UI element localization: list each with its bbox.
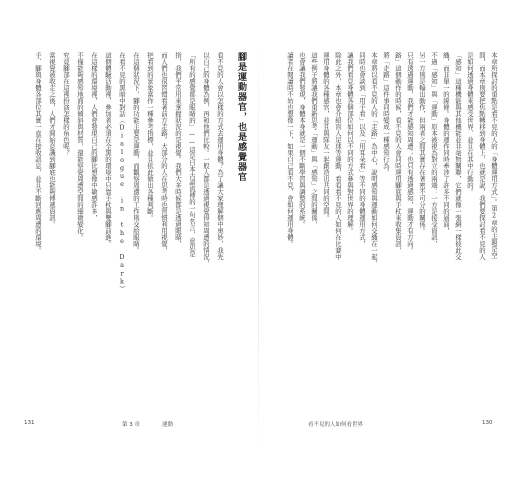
left-text-column: 究竟腳部在這裡扮演怎樣的角色呢？ [62,52,70,156]
left-text-column: 當視覺被收走之後，人們才開始意識到腳底也能夠傳遞資訊。 [48,52,56,228]
right-text-column: 本章將以看不見的人的「走路」為中心，說明感知與運動如何交織在一起， [370,52,378,267]
running-chapter: 第 3 章 [122,422,140,428]
page-number: 130 [482,420,493,426]
book-gutter [258,40,259,460]
left-text-column: 以自己的身體為例，再和他們比較。一般人都是透過視覺得知周遭的情況， [202,52,210,267]
right-text-column: 讓我們看見身體各個部位如何以不同的方式參與對世界的理解。 [346,52,354,234]
left-text-column: 把看到的景象當作一種參考指標，並且依此做出各種判斷。 [146,52,154,221]
right-page [268,52,498,452]
right-text-column: 本章所探討的重點是看不見的人的「身體運用方式」。第2章的主題是空 [490,52,498,259]
left-text-column: 在這樣的環境裡，人們會發現自己的腳比想像中敏感許多， [90,52,98,221]
left-text-column: 手、腳與身體各部位其實一直在接收訊息，並且不斷回應周遭的環境。 [34,52,42,254]
left-text-column: 而人們也很習慣看著前方走路。大部分的人在思考時也習慣利用視覺， [160,52,168,254]
right-text-column: 除此之外，本章也會介紹盲人足球等運動，看看看不見的人如何在比賽中 [334,52,342,260]
right-text-column: 織，而非單一的線條。身體的運作同時牽涉了許多不同的層面， [442,52,450,234]
right-text-column: 不過「感知」與「運動」原本被視為對立的兩端：一方是接受資訊， [430,52,438,247]
right-text-column: 讀者在閱讀時不妨也想像一下，如果自己看不見，會如何運用身體。 [286,52,294,247]
right-text-column: 將「走路」這件事同時變成一種感知行為。 [382,52,390,176]
left-page [22,52,252,452]
left-text-column: 指，我們平常用來掌握狀況的是視覺。我們大多時候都是透過眼睛， [174,52,182,247]
right-text-column: 是如何透過身體來感受世界、並且在其中行動的。 [466,52,474,195]
right-text-column: 間，而本章則要把焦點轉移到身體上，也就是說，我們要探討看不見的人 [478,52,486,260]
right-text-column: 只有透過運動，我們才能感知周遭；也只有透過感知，運動才有方向。 [406,52,414,254]
left-text-column: 在這個狀況下，腳的功能主要是運動，而觀察周遭的工作則交給眼睛。 [132,52,140,254]
right-text-column: 運用身體的各種感官，並且與隊友一起創造出共同的空間。 [322,52,330,221]
left-text-column: 這個體驗活動裡，參加者必須在全黑的環境中只靠手杖與雙腳前進。 [104,52,112,247]
running-title: 看不見的人如何看世界 [308,422,364,428]
right-text-column: 另一方則是輸出動作，但兩者之間其實存在著密不可分的關係。 [418,52,426,234]
left-text-column: 看不見的人會以怎樣的方式去運用身體？為了讓大家理解個中奧妙，我先 [216,52,224,260]
left-text-column: 「所有的感覺都是眼睛的」——這是日本古語流傳的一句名言，意思是 [188,52,196,257]
section-heading: 腳是運動器官，也是感覺器官 [236,52,246,182]
right-text-column: 這些例子將讓我們重新思考「運動」與「感知」之間的關係， [310,52,318,228]
right-text-column: 「感知」這種機能與其他機能並非毫無關聯，它們就像一張網一樣彼此交 [454,52,462,260]
running-title: 運動 [162,422,174,428]
right-text-column: 也會讓我們發現，身體本身就是一個不斷學習與調整的系統。 [298,52,306,228]
page-number: 131 [24,420,35,426]
right-text-column: 路」這個動作的時候，看不見的人會同時運用腳底與手杖來收集資訊， [394,52,402,254]
left-text-column: 不僅能夠感知地面的傾斜與材質，還能察覺周遭空間的細微變化。 [76,52,84,241]
left-text-column: 在看不見的黑暗中對話（Dialogue in the Dark） [118,52,126,292]
right-text-column: 同時也會談到「用手看」以及「用耳朵看」等不同的身體運用方式， [358,52,366,247]
